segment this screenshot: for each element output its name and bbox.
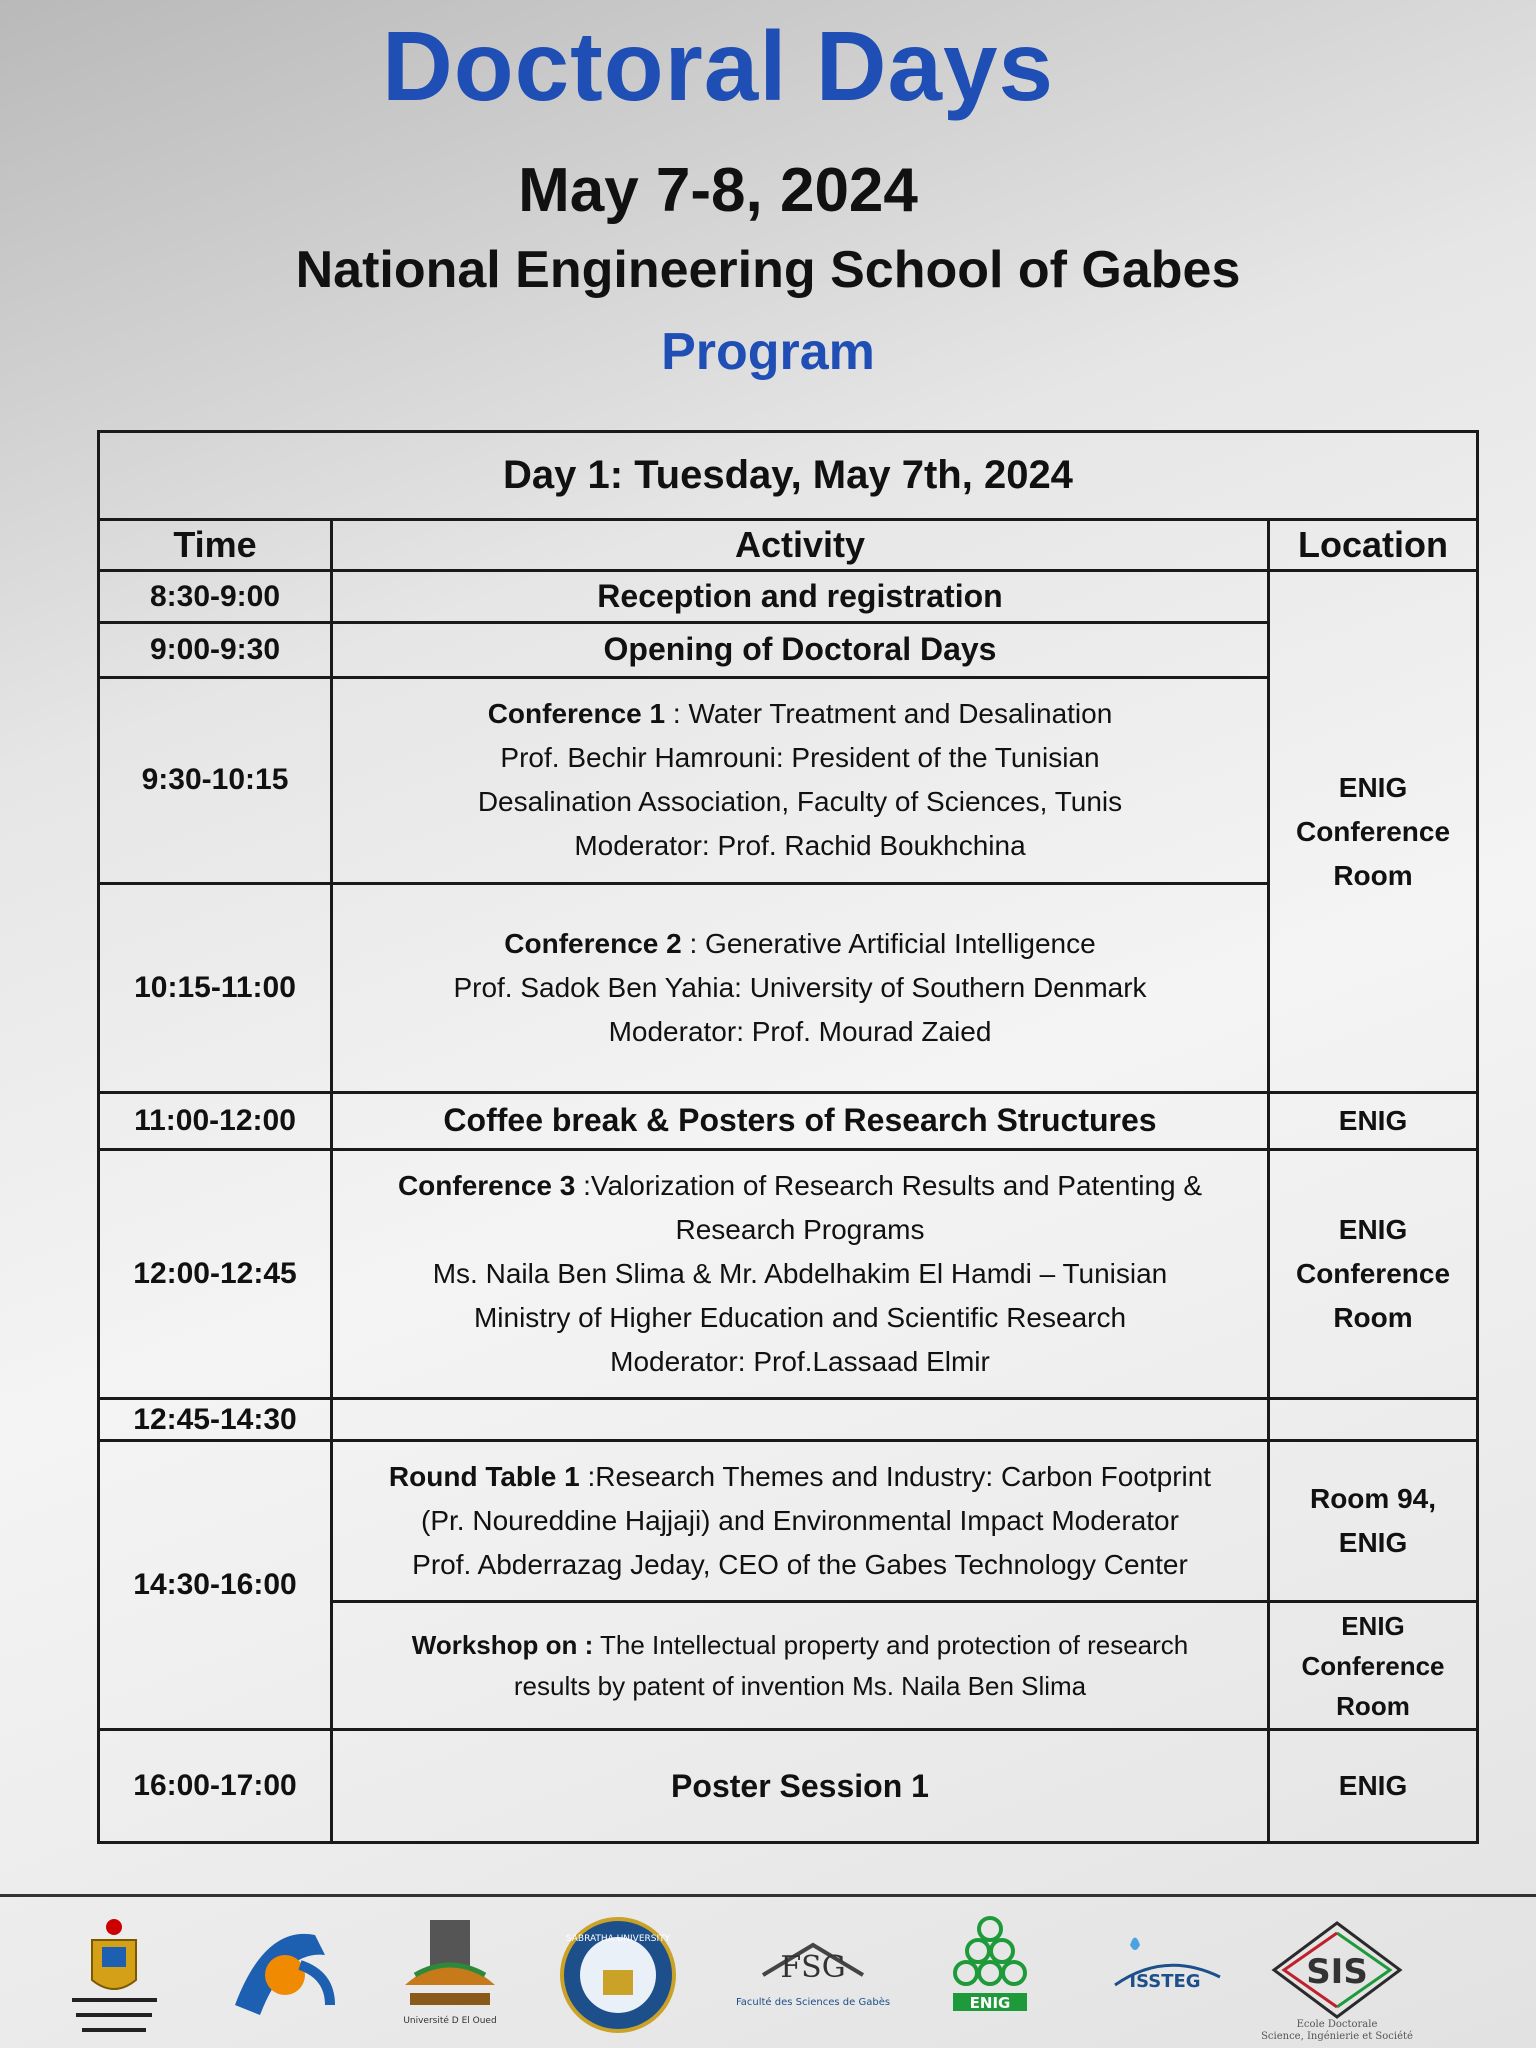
activity-cell: Opening of Doctoral Days xyxy=(332,623,1269,677)
ministry-emblem-logo xyxy=(62,1915,167,2040)
eloued-text: Université D El Oued xyxy=(403,2016,497,2026)
activity-line: Prof. Sadok Ben Yahia: University of Southern Denmark xyxy=(453,972,1147,1003)
school-name: National Engineering School of Gabes xyxy=(295,241,1241,299)
enig-logo xyxy=(945,1915,1035,2040)
activity-cell: Coffee break & Posters of Research Structures xyxy=(332,1093,1269,1149)
location-cell: ENIG xyxy=(1269,1730,1478,1843)
location-line: ENIG xyxy=(1338,1527,1408,1559)
activity-cell xyxy=(332,677,1269,883)
activity-cell: Reception and registration xyxy=(332,570,1269,622)
activity-line: Moderator: Prof. Mourad Zaied xyxy=(608,1016,992,1047)
event-dates: May 7-8, 2024 xyxy=(518,156,918,225)
activity-cell xyxy=(332,1399,1269,1441)
activity-cell xyxy=(332,883,1269,1092)
column-header-location: Location xyxy=(1269,519,1478,570)
footer-divider xyxy=(0,1894,1536,1897)
table-row xyxy=(99,1441,1478,1602)
program-heading: Program xyxy=(661,323,875,381)
program-table xyxy=(97,430,1479,1844)
time-cell: 16:00-17:00 xyxy=(99,1730,332,1843)
activity-label: Round Table 1 xyxy=(388,1461,580,1493)
day-title: Day 1: Tuesday, May 7th, 2024 xyxy=(99,432,1478,520)
location-cell xyxy=(1269,1399,1478,1441)
time-cell: 12:00-12:45 xyxy=(99,1149,332,1399)
table-row xyxy=(99,1399,1478,1441)
activity-line: : Generative Artificial Intelligence xyxy=(681,928,1096,959)
location-line: Conference xyxy=(1295,815,1451,847)
activity-cell: Poster Session 1 xyxy=(332,1730,1269,1843)
time-cell: 10:15-11:00 xyxy=(99,883,332,1092)
table-row xyxy=(99,1149,1478,1399)
activity-line: Prof. Abderrazag Jeday, CEO of the Gabes Technology Center xyxy=(412,1549,1188,1581)
fsg-text: FSG xyxy=(780,1950,846,1985)
activity-line: Moderator: Prof. Rachid Boukhchina xyxy=(574,830,1026,862)
fsg-subtext: Faculté des Sciences de Gabès xyxy=(735,1997,891,2008)
sis-subtext-1: Ecole Doctorale xyxy=(1296,2019,1378,2030)
table-row xyxy=(99,1730,1478,1843)
activity-line: Ms. Naila Ben Slima & Mr. Abdelhakim El Hamdi – Tunisian xyxy=(432,1257,1168,1289)
activity-line: : Water Treatment and Desalination xyxy=(665,698,1113,730)
sis-text: SIS xyxy=(1306,1952,1368,1992)
time-cell: 11:00-12:00 xyxy=(99,1093,332,1149)
partner-logos xyxy=(0,1905,1536,2048)
activity-line: Prof. Bechir Hamrouni: President of the Tunisian xyxy=(500,742,1100,774)
activity-line: Ministry of Higher Education and Scientific Research xyxy=(473,1301,1127,1333)
table-row xyxy=(99,1093,1478,1149)
location-cell xyxy=(1269,1441,1478,1602)
sis-logo xyxy=(1250,1915,1425,2045)
activity-line: results by patent of invention Ms. Naila Ben Slima xyxy=(513,1670,1087,1701)
activity-cell xyxy=(332,1602,1269,1730)
location-line: Room xyxy=(1336,1690,1410,1721)
universite-de-gabes-logo xyxy=(215,1915,345,2035)
column-header-activity: Activity xyxy=(332,519,1269,570)
time-cell: 9:30-10:15 xyxy=(99,677,332,883)
location-line: Conference xyxy=(1301,1650,1445,1681)
issteg-text: ISSTEG xyxy=(1129,1971,1201,1992)
location-line: Room 94, xyxy=(1309,1483,1437,1515)
activity-line: :Research Themes and Industry: Carbon Footprint xyxy=(579,1461,1212,1493)
activity-line: (Pr. Noureddine Hajjaji) and Environmental Impact Moderator xyxy=(421,1505,1179,1537)
activity-line: Research Programs xyxy=(675,1213,925,1245)
time-cell: 8:30-9:00 xyxy=(99,570,332,622)
location-cell xyxy=(1269,570,1478,1092)
activity-label: Conference 2 xyxy=(504,928,682,959)
activity-line: :Valorization of Research Results and Patenting & xyxy=(575,1169,1203,1201)
activity-line: Desalination Association, Faculty of Sciences, Tunis xyxy=(477,786,1123,818)
time-cell: 12:45-14:30 xyxy=(99,1399,332,1441)
activity-cell xyxy=(332,1149,1269,1399)
location-cell xyxy=(1269,1602,1478,1730)
universite-el-oued-logo xyxy=(395,1915,505,2035)
enig-text: ENIG xyxy=(969,1994,1011,2012)
sabratha-university-logo xyxy=(558,1915,678,2035)
sis-subtext-2: Science, Ingénierie et Société xyxy=(1261,2031,1413,2042)
page-title: Doctoral Days xyxy=(381,11,1054,121)
fsg-logo xyxy=(735,1915,891,2035)
location-line: Room xyxy=(1333,1301,1413,1333)
location-cell: ENIG xyxy=(1269,1093,1478,1149)
location-line: ENIG xyxy=(1338,1213,1408,1245)
activity-label: Conference 3 xyxy=(397,1169,576,1201)
activity-line: The Intellectual property and protection of research xyxy=(593,1629,1189,1660)
activity-label: Conference 1 xyxy=(487,698,666,730)
activity-label: Workshop on : xyxy=(411,1629,594,1660)
location-line: ENIG xyxy=(1341,1610,1405,1641)
location-cell xyxy=(1269,1149,1478,1399)
location-line: Conference xyxy=(1295,1257,1451,1289)
time-cell: 14:30-16:00 xyxy=(99,1441,332,1730)
time-cell: 9:00-9:30 xyxy=(99,623,332,677)
column-header-time: Time xyxy=(99,519,332,570)
issteg-logo xyxy=(1105,1915,1225,2025)
location-line: ENIG xyxy=(1338,771,1408,803)
activity-line: Moderator: Prof.Lassaad Elmir xyxy=(610,1345,990,1377)
location-line: Room xyxy=(1333,859,1413,891)
sabratha-text: SABRATHA UNIVERSITY xyxy=(565,1934,671,1944)
activity-cell xyxy=(332,1441,1269,1602)
table-row xyxy=(99,570,1478,622)
